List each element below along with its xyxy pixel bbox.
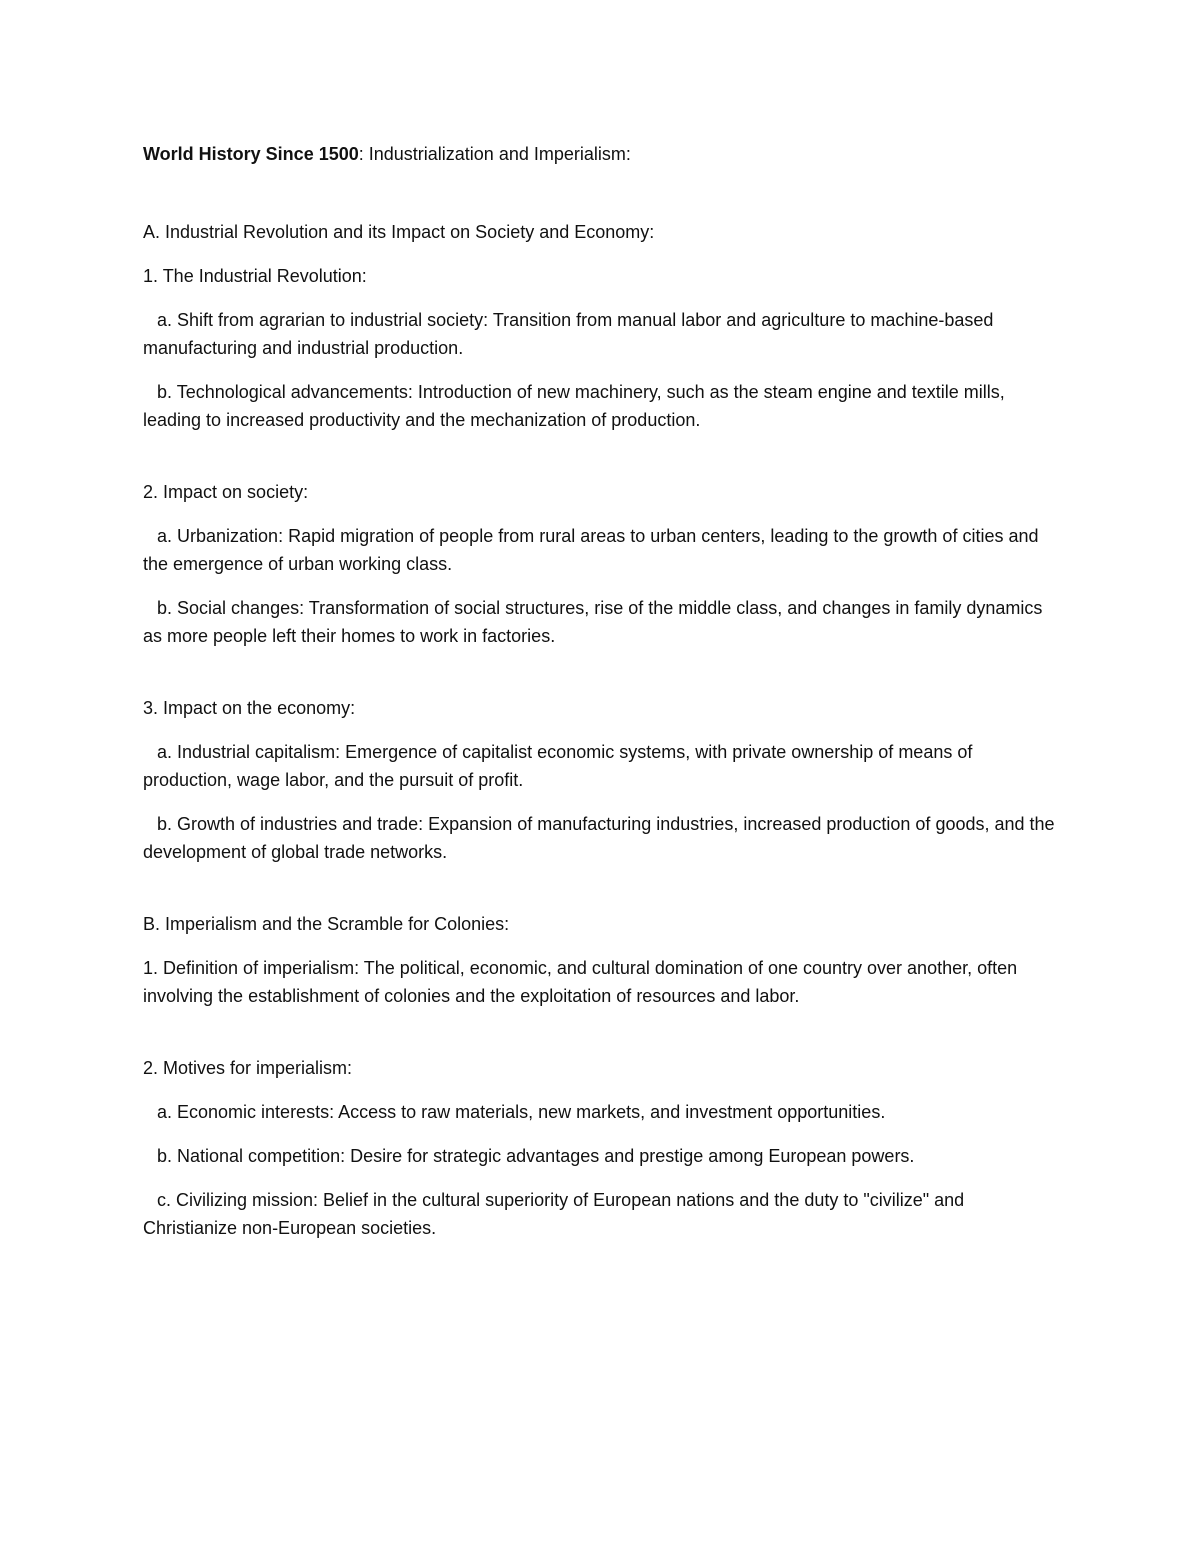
- section-a-item3-b: [143, 810, 1063, 866]
- section-b-item2-b: [143, 1142, 1063, 1170]
- document-body: [143, 140, 1063, 1258]
- section-b-item1: 1. Definition of imperialism: The political, economic, and cultural domination of one country over another, often involving the establishment of colonies and the exploitation of resources and labor.: [143, 958, 1018, 1006]
- spacer: [143, 666, 1063, 694]
- spacer: [143, 450, 1063, 478]
- indent-text: a. Economic interests: Access to raw materials, new markets, and investment opportunities.: [157, 1102, 886, 1122]
- section-a-heading: A. Industrial Revolution and its Impact on Society and Economy:: [143, 222, 655, 242]
- section-a-item3-a: [143, 738, 1063, 794]
- spacer: [143, 1026, 1063, 1054]
- indent-text: b. Technological advancements: Introduction of new machinery, such as the steam engine and textile mills, leading to increased productivity and the mechanization of production.: [143, 382, 1005, 430]
- section-b-item2-c: [143, 1186, 1063, 1242]
- indent-text: c. Civilizing mission: Belief in the cultural superiority of European nations and the duty to "civilize" and Christianize non-European societies.: [143, 1190, 965, 1238]
- indent-text: a. Industrial capitalism: Emergence of capitalist economic systems, with private ownership of means of production, wage labor, and the pursuit of profit.: [143, 742, 973, 790]
- section-b-heading: B. Imperialism and the Scramble for Colonies:: [143, 914, 510, 934]
- section-a-item2-b: [143, 594, 1063, 650]
- section-a-item1-b: [143, 378, 1063, 434]
- spacer: [143, 882, 1063, 910]
- section-a-item1-heading: 1. The Industrial Revolution:: [143, 266, 367, 286]
- title-rest: : Industrialization and Imperialism:: [358, 144, 631, 164]
- indent-text: b. Growth of industries and trade: Expansion of manufacturing industries, increased production of goods, and the development of global trade networks.: [143, 814, 1055, 862]
- indent-text: a. Urbanization: Rapid migration of people from rural areas to urban centers, leading to the growth of cities and the emergence of urban working class.: [143, 526, 1039, 574]
- indent-text: b. Social changes: Transformation of social structures, rise of the middle class, and changes in family dynamics as more people left their homes to work in factories.: [143, 598, 1043, 646]
- title-bold: World History Since 1500: [143, 144, 359, 164]
- section-b-item2-a: [143, 1098, 1063, 1126]
- document-title: [143, 140, 1063, 168]
- indent-text: a. Shift from agrarian to industrial society: Transition from manual labor and agriculture to machine-based manufacturing and industrial production.: [143, 310, 994, 358]
- section-a-item2-heading: 2. Impact on society:: [143, 482, 309, 502]
- indent-text: b. National competition: Desire for strategic advantages and prestige among European powers.: [157, 1146, 915, 1166]
- section-b-item2-heading: 2. Motives for imperialism:: [143, 1058, 353, 1078]
- section-a-item1-a: [143, 306, 1063, 362]
- section-a-item3-heading: 3. Impact on the economy:: [143, 698, 356, 718]
- section-a-item2-a: [143, 522, 1063, 578]
